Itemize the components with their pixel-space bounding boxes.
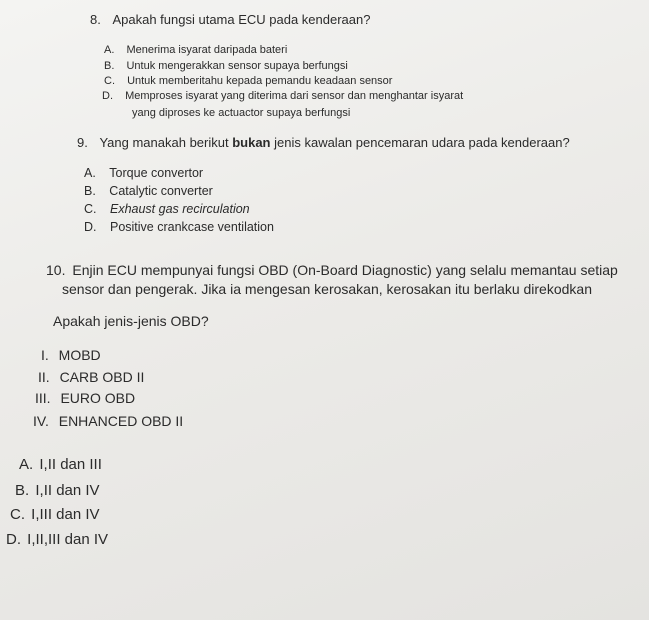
- q10-option-c[interactable]: [10, 507, 100, 522]
- option-letter: A.: [19, 456, 34, 473]
- obd-item-1: [41, 348, 101, 362]
- item-text: MOBD: [58, 347, 101, 363]
- item-text: ENHANCED OBD II: [58, 413, 184, 429]
- option-letter: C.: [84, 202, 97, 216]
- option-text: Catalytic converter: [109, 184, 213, 198]
- item-numeral: IV.: [33, 413, 49, 429]
- item-numeral: III.: [35, 390, 51, 406]
- question-number: 10.: [46, 262, 66, 278]
- option-letter: B.: [104, 60, 115, 72]
- question-text: Apakah fungsi utama ECU pada kenderaan?: [112, 12, 371, 27]
- question-number: 8.: [90, 12, 101, 27]
- option-text: I,II,III dan IV: [27, 531, 109, 548]
- question-8: [90, 13, 370, 26]
- obd-item-4: [33, 414, 183, 428]
- q8-option-d-continuation: yang diproses ke actuactor supaya berfungsi: [132, 107, 351, 119]
- option-text: I,II dan III: [39, 456, 102, 473]
- option-text: Untuk mengerakkan sensor supaya berfungsi: [126, 60, 348, 72]
- option-text: Untuk memberitahu kepada pemandu keadaan sensor: [127, 75, 393, 87]
- question-9: [77, 136, 570, 149]
- question-10: [46, 263, 618, 277]
- question-text-after: jenis kawalan pencemaran udara pada kenderaan?: [270, 135, 570, 150]
- option-text: Positive crankcase ventilation: [109, 220, 274, 234]
- q9-option-a[interactable]: [84, 167, 203, 180]
- q10-option-b[interactable]: [15, 483, 100, 498]
- q8-option-b[interactable]: [104, 61, 348, 72]
- option-letter: B.: [84, 184, 96, 198]
- option-text: I,II dan IV: [35, 482, 100, 499]
- q8-option-c[interactable]: [104, 76, 392, 87]
- option-letter: C.: [10, 506, 25, 523]
- q9-option-b[interactable]: [84, 185, 213, 198]
- question-text-line1: Enjin ECU mempunyai fungsi OBD (On-Board Diagnostic) yang selalu memantau setiap: [72, 262, 618, 278]
- item-text: CARB OBD II: [59, 369, 145, 385]
- option-letter: A.: [84, 166, 96, 180]
- option-text: Memproses isyarat yang diterima dari sensor dan menghantar isyarat: [125, 90, 464, 102]
- q8-option-d[interactable]: [102, 91, 463, 102]
- question-10-prompt: Apakah jenis-jenis OBD?: [53, 313, 209, 329]
- q9-option-d[interactable]: [84, 221, 274, 234]
- option-text: Exhaust gas recirculation: [109, 202, 250, 216]
- option-letter: D.: [84, 220, 97, 234]
- option-letter: B.: [15, 482, 30, 499]
- question-10-line2: sensor dan pengerak. Jika ia mengesan kerosakan, kerosakan itu berlaku direkodkan: [62, 281, 592, 297]
- question-number: 9.: [77, 135, 88, 150]
- obd-item-3: [35, 391, 135, 405]
- item-text: EURO OBD: [60, 390, 136, 406]
- q8-option-a[interactable]: [104, 45, 287, 56]
- item-numeral: II.: [38, 369, 50, 385]
- question-text-before: Yang manakah berikut: [99, 135, 233, 150]
- option-letter: C.: [104, 75, 115, 87]
- option-text: Menerima isyarat daripada bateri: [126, 44, 288, 56]
- q10-option-a[interactable]: [19, 457, 102, 472]
- obd-item-2: [38, 370, 144, 384]
- option-letter: A.: [104, 44, 115, 56]
- option-text: Torque convertor: [109, 166, 204, 180]
- q9-option-c[interactable]: [84, 203, 250, 216]
- item-numeral: I.: [41, 347, 49, 363]
- option-letter: D.: [6, 531, 21, 548]
- question-text-emphasis: bukan: [232, 135, 271, 150]
- option-text: I,III dan IV: [31, 506, 100, 523]
- q10-option-d[interactable]: [6, 532, 108, 547]
- option-letter: D.: [102, 90, 113, 102]
